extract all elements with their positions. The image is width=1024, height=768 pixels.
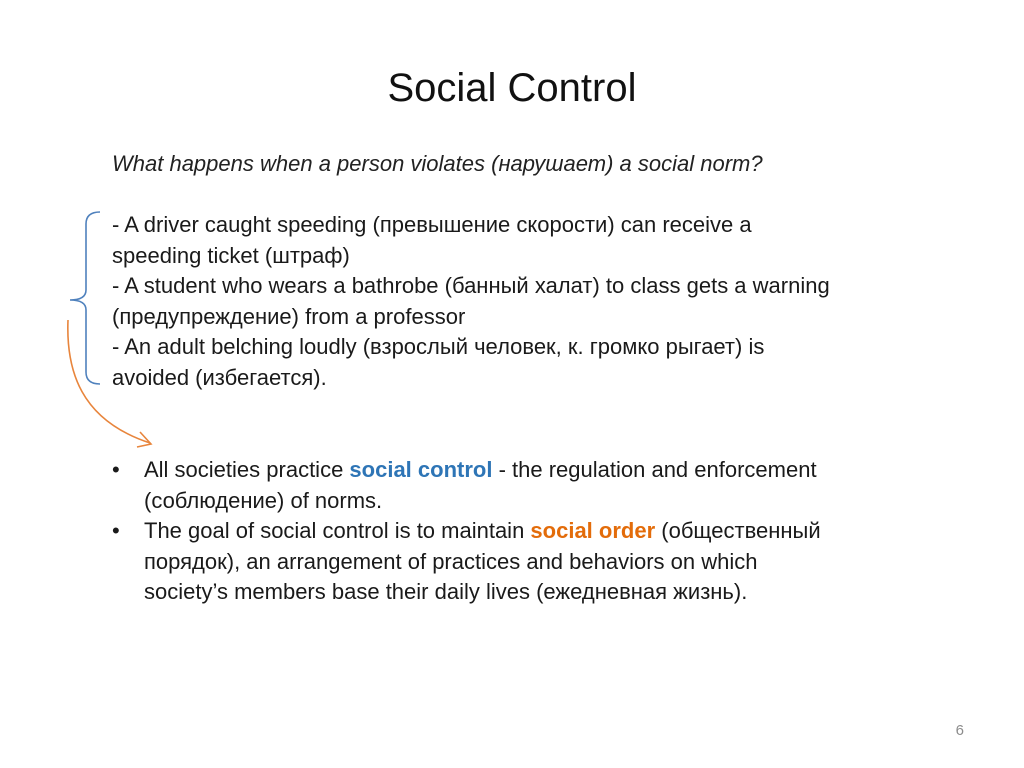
curly-bracket-icon <box>70 212 100 384</box>
term-social-control: social control <box>349 457 493 482</box>
bullet-marker: • <box>112 457 120 482</box>
bullet-line <box>144 455 972 486</box>
bullet-item-social-order <box>112 516 972 608</box>
bullet-marker: • <box>112 518 120 543</box>
bullet-line: порядок), an arrangement of practices and behaviors on which <box>144 548 758 574</box>
bullet-item-social-control <box>112 455 972 516</box>
example-line: - A student who wears a bathrobe (банный халат) to class gets a warning <box>112 273 830 298</box>
examples-block <box>112 210 972 393</box>
bullet-text: - the regulation and enforcement <box>492 457 817 482</box>
arrow-head-icon <box>137 432 151 447</box>
bullet-text: The goal of social control is to maintain <box>144 518 531 543</box>
bullet-text: All societies practice <box>144 457 350 482</box>
example-line: speeding ticket (штраф) <box>112 242 350 268</box>
question-text: What happens when a person violates (нарушает) a social norm? <box>112 151 763 176</box>
example-line: - An adult belching loudly (взрослый человек, к. громко рыгает) is <box>112 334 765 359</box>
example-line: (предупреждение) from a professor <box>112 303 466 329</box>
bullet-line: society’s members base their daily lives (ежедневная жизнь). <box>144 579 748 604</box>
bullet-text: (общественный <box>655 518 821 543</box>
example-line: avoided (избегается). <box>112 364 327 390</box>
bullet-line: (соблюдение) of norms. <box>144 487 383 513</box>
page-number: 6 <box>955 722 964 739</box>
slide-title: Social Control <box>387 66 637 110</box>
term-social-order: social order <box>530 518 656 543</box>
example-line: - A driver caught speeding (превышение скорости) can receive a <box>112 212 752 237</box>
bullet-line <box>144 516 972 547</box>
bullet-list <box>112 455 972 608</box>
